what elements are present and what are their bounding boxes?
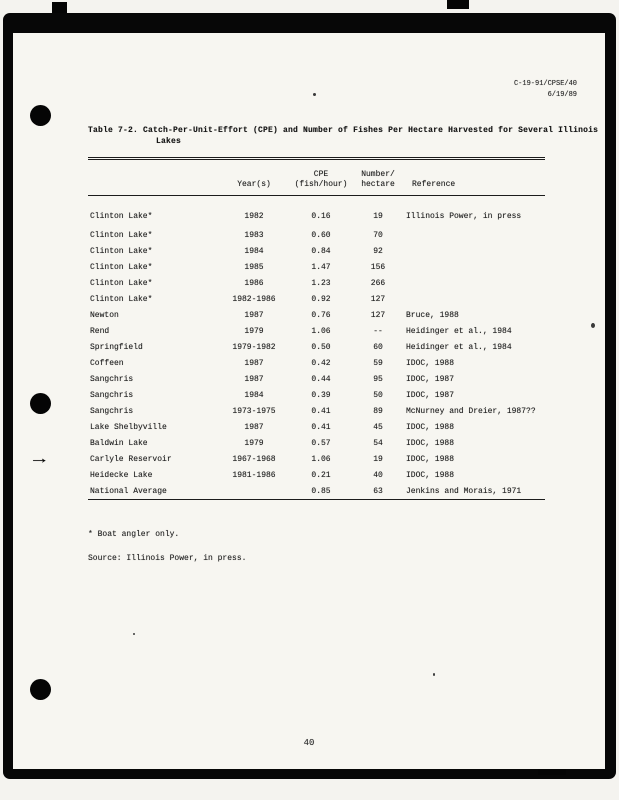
cell-reference: IDOC, 1988	[406, 358, 455, 368]
cell-lake: Lake Shelbyville	[90, 422, 167, 432]
table-row	[88, 307, 545, 323]
cell-lake: Sangchris	[90, 374, 134, 384]
cell-years: 1985	[244, 262, 264, 272]
cell-years	[216, 483, 292, 500]
cell-years: 1967-1968	[232, 454, 276, 464]
cell-years: 1981-1986	[232, 470, 276, 480]
cell-number: 45	[373, 422, 383, 432]
cell-lake: Clinton Lake*	[90, 294, 153, 304]
cell-lake: Clinton Lake*	[90, 246, 153, 256]
data-table	[88, 157, 545, 500]
scan-speck	[133, 633, 135, 635]
cell-cpe: 0.39	[311, 390, 331, 400]
corner-ref-line1: C-19-91/CPSE/40	[513, 80, 577, 88]
table-row	[88, 227, 545, 243]
table-row	[88, 259, 545, 275]
table-title-label: Table 7-2.	[88, 126, 139, 135]
table-title-text: Catch-Per-Unit-Effort (CPE) and Number of Fishes Per Hectare Harvested for Several Illinois Lakes	[143, 126, 599, 146]
cell-lake: Carlyle Reservoir	[90, 454, 172, 464]
cell-cpe: 0.42	[311, 358, 331, 368]
col-header-reference: Reference	[406, 159, 545, 196]
cell-number: 156	[370, 262, 386, 272]
cell-lake: Clinton Lake*	[90, 278, 153, 288]
document-page	[13, 33, 605, 769]
col-header-lake	[88, 159, 216, 196]
table-row	[88, 196, 545, 228]
corner-reference	[514, 79, 577, 101]
footnote-asterisk: * Boat angler only.	[88, 530, 180, 539]
cell-cpe: 1.47	[311, 262, 331, 272]
cell-number: 95	[373, 374, 383, 384]
cell-number: 19	[373, 211, 383, 221]
cell-lake: National Average	[90, 486, 167, 496]
cell-years: 1982	[244, 211, 264, 221]
hole-punch-mark	[30, 679, 51, 700]
cell-cpe: 0.57	[311, 438, 331, 448]
cell-reference: IDOC, 1988	[406, 470, 455, 480]
cell-reference: IDOC, 1988	[406, 438, 455, 448]
footnote-source: Source: Illinois Power, in press.	[88, 554, 247, 563]
cell-lake: Sangchris	[90, 390, 134, 400]
hole-punch-mark	[30, 105, 51, 126]
cell-cpe: 0.16	[311, 211, 331, 221]
table-row	[88, 451, 545, 467]
cell-reference	[406, 227, 545, 243]
cell-number: 54	[373, 438, 383, 448]
cell-number: 40	[373, 470, 383, 480]
cell-years: 1979	[244, 438, 264, 448]
cell-years: 1979-1982	[232, 342, 276, 352]
cell-cpe: 0.41	[311, 406, 331, 416]
col-header-number-line2: hectare	[361, 180, 395, 189]
cell-lake: Clinton Lake*	[90, 262, 153, 272]
scan-artifact-square	[52, 2, 67, 13]
cell-lake: Springfield	[90, 342, 143, 352]
table-row	[88, 467, 545, 483]
col-header-number	[350, 159, 406, 196]
cell-cpe: 0.21	[311, 470, 331, 480]
cell-reference: IDOC, 1988	[406, 422, 455, 432]
cell-reference: Bruce, 1988	[406, 310, 459, 320]
corner-ref-line2: 6/19/89	[547, 91, 577, 99]
cell-cpe: 0.85	[311, 486, 331, 496]
cell-cpe: 0.76	[311, 310, 331, 320]
cell-lake: Coffeen	[90, 358, 124, 368]
cell-lake: Rend	[90, 326, 110, 336]
scan-artifact-square	[447, 0, 469, 9]
cell-years: 1987	[244, 358, 264, 368]
table-row	[88, 275, 545, 291]
cell-cpe: 1.23	[311, 278, 331, 288]
table-row	[88, 435, 545, 451]
cell-number: 50	[373, 390, 383, 400]
cell-number: 266	[370, 278, 386, 288]
table-row	[88, 483, 545, 500]
cell-years: 1987	[244, 310, 264, 320]
cell-years: 1979	[244, 326, 264, 336]
cell-cpe: 0.92	[311, 294, 331, 304]
cell-reference: Jenkins and Morais, 1971	[406, 486, 522, 496]
table-row	[88, 371, 545, 387]
col-header-cpe	[292, 159, 350, 196]
cell-number: --	[373, 326, 383, 336]
cell-number: 63	[373, 486, 383, 496]
cell-cpe: 1.06	[311, 326, 331, 336]
table-row	[88, 323, 545, 339]
cell-years: 1984	[244, 246, 264, 256]
cell-cpe: 1.06	[311, 454, 331, 464]
cell-lake: Sangchris	[90, 406, 134, 416]
cell-years: 1982-1986	[232, 294, 276, 304]
cell-reference: McNurney and Dreier, 1987??	[406, 406, 536, 416]
cell-lake: Baldwin Lake	[90, 438, 148, 448]
table-row	[88, 419, 545, 435]
cell-number: 70	[373, 230, 383, 240]
cell-reference: IDOC, 1988	[406, 454, 455, 464]
cell-years: 1987	[244, 374, 264, 384]
cell-number: 92	[373, 246, 383, 256]
cell-reference: Illinois Power, in press	[406, 211, 522, 221]
cell-reference	[406, 291, 545, 307]
cell-lake: Clinton Lake*	[90, 211, 153, 221]
scan-speck	[591, 323, 595, 328]
cell-number: 19	[373, 454, 383, 464]
cell-lake: Heidecke Lake	[90, 470, 153, 480]
table-row	[88, 355, 545, 371]
cell-reference	[406, 259, 545, 275]
cell-lake: Clinton Lake*	[90, 230, 153, 240]
cell-years: 1973-1975	[232, 406, 276, 416]
table-row	[88, 243, 545, 259]
cell-cpe: 0.44	[311, 374, 331, 384]
cell-cpe: 0.50	[311, 342, 331, 352]
cell-cpe: 0.41	[311, 422, 331, 432]
col-header-cpe-line2: (fish/hour)	[294, 180, 348, 189]
cell-years: 1986	[244, 278, 264, 288]
cell-number: 60	[373, 342, 383, 352]
cell-reference: IDOC, 1987	[406, 374, 455, 384]
cell-years: 1983	[244, 230, 264, 240]
table-row	[88, 291, 545, 307]
scan-speck	[433, 673, 435, 676]
table-header	[88, 159, 545, 196]
cell-number: 127	[370, 310, 386, 320]
table-header-row	[88, 159, 545, 196]
hole-punch-mark	[30, 393, 51, 414]
cell-years: 1984	[244, 390, 264, 400]
cell-cpe: 0.84	[311, 246, 331, 256]
cell-number: 59	[373, 358, 383, 368]
col-header-cpe-line1: CPE	[313, 170, 329, 179]
cell-reference	[406, 275, 545, 291]
cell-number: 127	[370, 294, 386, 304]
page-number: 40	[303, 738, 315, 748]
cell-reference: Heidinger et al., 1984	[406, 342, 512, 352]
handwritten-arrow-mark: →	[33, 451, 46, 468]
cell-number: 89	[373, 406, 383, 416]
table-title	[88, 125, 619, 147]
table-row	[88, 403, 545, 419]
scan-speck	[313, 93, 316, 96]
cell-reference: Heidinger et al., 1984	[406, 326, 512, 336]
table-row	[88, 387, 545, 403]
cell-cpe: 0.60	[311, 230, 331, 240]
cell-years: 1987	[244, 422, 264, 432]
cell-reference: IDOC, 1987	[406, 390, 455, 400]
col-header-years: Year(s)	[216, 159, 292, 196]
cell-lake: Newton	[90, 310, 119, 320]
col-header-number-line1: Number/	[361, 170, 395, 179]
table-body	[88, 196, 545, 500]
cell-reference	[406, 243, 545, 259]
table-row	[88, 339, 545, 355]
